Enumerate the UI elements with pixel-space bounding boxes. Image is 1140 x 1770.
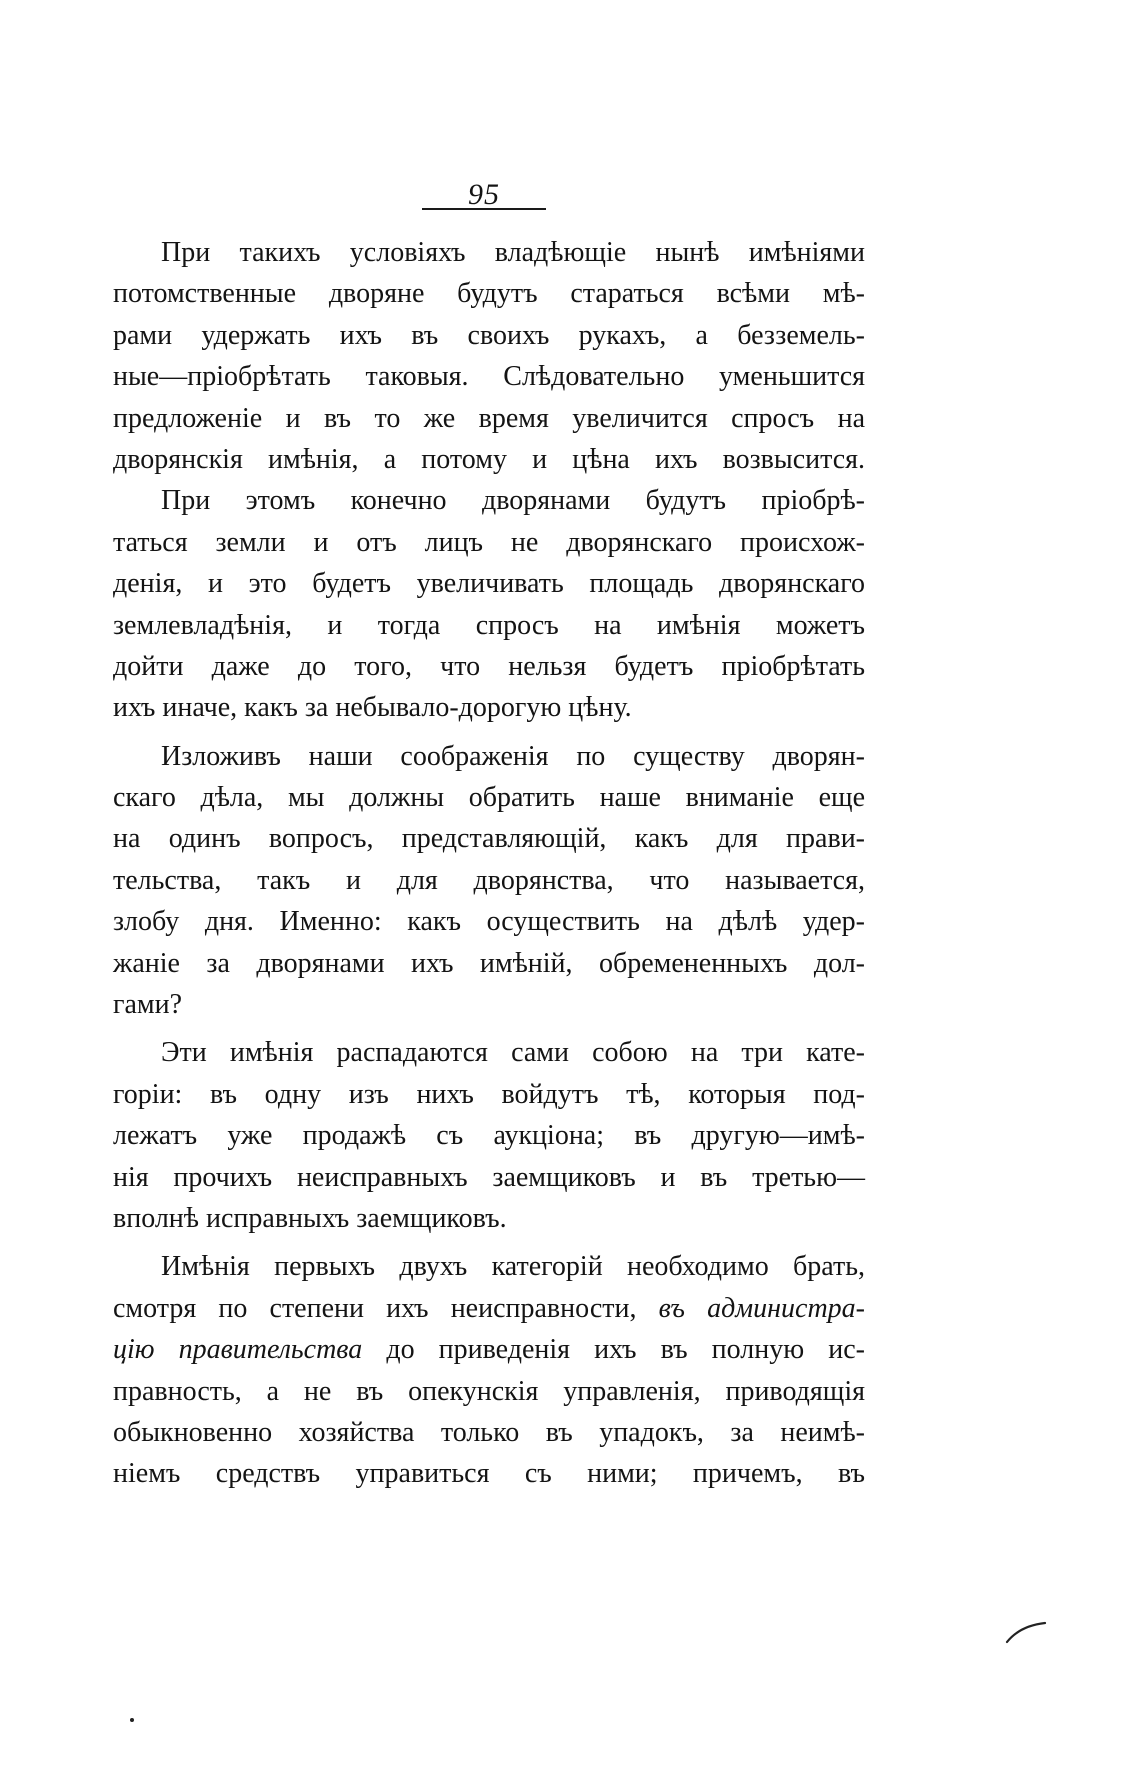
text-segment: смотря по степени ихъ неисправности,	[113, 1292, 659, 1324]
text-line: тельства, такъ и для дворянства, что называется,	[113, 864, 865, 896]
text-segment: до приведенія ихъ въ полную ис-	[362, 1334, 865, 1366]
text-line: рами удержать ихъ въ своихъ рукахъ, а безземель-	[113, 319, 865, 351]
paragraph-gap	[113, 1025, 865, 1032]
text-line: на одинъ вопросъ, представляющій, какъ для прави-	[113, 823, 865, 855]
paragraph-gap	[113, 1239, 865, 1246]
text-line: дворянскія имѣнія, а потому и цѣна ихъ возвысится.	[113, 443, 865, 475]
text-line: таться земли и отъ лицъ не дворянскаго происхож-	[113, 526, 865, 558]
pencil-mark-icon	[1005, 1620, 1047, 1644]
text-line: ные—пріобрѣтать таковыя. Слѣдовательно уменьшится	[113, 361, 865, 393]
text-line: дойти даже до того, что нельзя будетъ пріобрѣтать	[113, 650, 865, 682]
text-line: скаго дѣла, мы должны обратить наше вниманіе еще	[113, 782, 865, 814]
paragraph-gap	[113, 729, 865, 736]
text-line: землевладѣнія, и тогда спросъ на имѣнія можетъ	[113, 609, 865, 641]
body-text	[113, 232, 865, 1495]
page-number-rule	[422, 208, 546, 210]
page-number-header	[422, 178, 546, 212]
text-line: ихъ иначе, какъ за небывало-дорогую цѣну.	[113, 692, 632, 724]
text-line: лежатъ уже продажѣ съ аукціона; въ другую—имѣ-	[113, 1120, 865, 1152]
text-line: нія прочихъ неисправныхъ заемщиковъ и въ третью—	[113, 1161, 865, 1193]
text-line: правность, а не въ опекунскія управленія, приводящія	[113, 1375, 865, 1407]
text-line: жаніе за дворянами ихъ имѣній, обремененныхъ дол-	[113, 947, 865, 979]
text-line: При такихъ условіяхъ владѣющіе нынѣ имѣніями	[161, 237, 865, 268]
text-line	[113, 1288, 865, 1329]
text-line: Имѣнія первыхъ двухъ категорій необходимо брать,	[161, 1251, 865, 1283]
text-line: вполнѣ исправныхъ заемщиковъ.	[113, 1202, 507, 1234]
text-line: Эти имѣнія распадаются сами собою на три кате-	[161, 1037, 865, 1069]
italic-emphasis: въ администра-	[658, 1292, 866, 1324]
text-line: При этомъ конечно дворянами будутъ пріобрѣ-	[161, 485, 865, 517]
text-line	[113, 1329, 865, 1370]
text-line: денія, и это будетъ увеличивать площадь дворянскаго	[113, 568, 865, 600]
text-line: предложеніе и въ то же время увеличится спросъ на	[113, 402, 865, 434]
text-line: злобу дня. Именно: какъ осуществить на дѣлѣ удер-	[113, 906, 865, 938]
text-line: гами?	[113, 989, 183, 1021]
ink-dot	[130, 1718, 134, 1722]
text-line: горіи: въ одну изъ нихъ войдутъ тѣ, которыя под-	[113, 1078, 865, 1110]
text-line: обыкновенно хозяйства только въ упадокъ, за неимѣ-	[113, 1416, 865, 1448]
page-number: 95	[468, 178, 500, 211]
text-line: потомственные дворяне будутъ стараться всѣми мѣ-	[113, 278, 865, 310]
text-line: Изложивъ наши соображенія по существу дворян-	[161, 740, 865, 772]
text-line: ніемъ средствъ управиться съ ними; причемъ, въ	[113, 1458, 865, 1490]
italic-emphasis: цію правительства	[113, 1334, 363, 1366]
